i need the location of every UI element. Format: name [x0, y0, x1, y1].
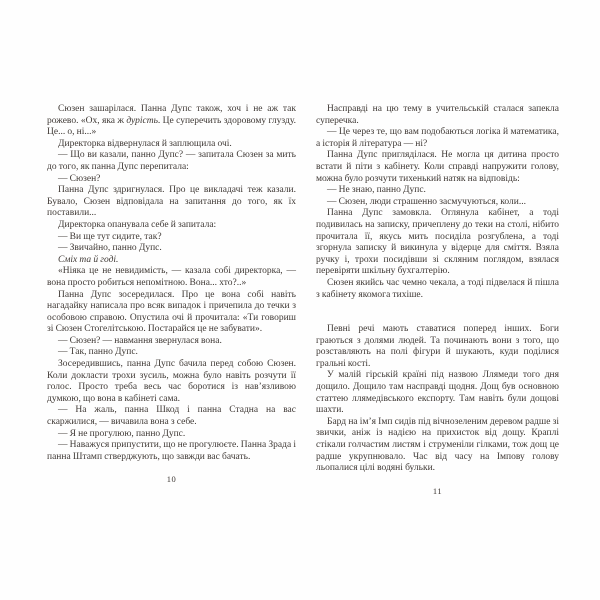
- paragraph: [316, 208, 559, 278]
- text-segment: — Звичайно, панно Дупс.: [58, 243, 162, 254]
- book-page-left: [47, 104, 296, 484]
- paragraph: [316, 150, 559, 185]
- text-segment: Сюзен якийсь час чемно чекала, а тоді підвелася й пішла з кабінету якомога тихіше.: [316, 277, 559, 300]
- paragraph: [316, 278, 559, 301]
- paragraph: [47, 150, 296, 173]
- text-segment: Зосередившись, панна Дупс бачила перед собою Сюзен. Коли докласти трохи зусиль, можна було навіть розчути її голос. Просто треба весь час боротися із нав’язливою думкою, що вона в кабінеті сама.: [47, 359, 296, 404]
- text-segment: — Я не прогулюю, панно Дупс.: [58, 428, 186, 439]
- text-segment: дурість: [126, 115, 158, 126]
- text-segment: — Сюзен? — навмання звернулася вона.: [58, 335, 222, 346]
- text-segment: Певні речі мають ставатися поперед інших. Боги граються з долями людей. Та починають вони з того, що розставляють на полі фігури й шукають, куди поділися гральні кості.: [316, 324, 559, 369]
- paragraph: [47, 104, 296, 139]
- paragraph: [47, 185, 296, 220]
- text-segment: Сюзен зашарілася. Панна Дупс також, хоч і не аж так рожево. «Ох, яка ж: [47, 104, 296, 126]
- text-segment: — На жаль, панна Шкод і панна Стадна на вас скаржилися, — вичавила вона з себе.: [47, 405, 296, 428]
- text-segment: «Ніяка це не невидимість, — казала собі директорка, — вона просто робиться непомітною. Вона... хто?..»: [47, 266, 296, 288]
- page-right-text: [316, 104, 559, 475]
- paragraph: [47, 220, 296, 232]
- text-segment: — Це через те, що вам подобаються логіка й математика, а історія й література — ні?: [316, 127, 559, 149]
- text-segment: — Не знаю, панно Дупс.: [327, 185, 426, 196]
- paragraph: [47, 336, 296, 348]
- paragraph: [316, 104, 559, 127]
- paragraph: [47, 243, 296, 255]
- text-segment: Насправді на цю тему в учительській сталася запекла суперечка.: [316, 104, 559, 126]
- text-segment: — Ви ще тут сидите, так?: [58, 231, 162, 242]
- paragraph: [47, 174, 296, 186]
- text-segment: Сміх та й годі.: [58, 254, 119, 265]
- page-right-number: 11: [432, 485, 443, 496]
- paragraph: [47, 232, 296, 244]
- paragraph: [316, 417, 559, 475]
- paragraph: [47, 440, 296, 463]
- text-segment: Бард на ім’я Імп сидів під вічнозеленим деревом радше зі звички, аніж із надією на прихисток від дощу. Краплі стікали голчастим листям і струменіли гілками, тож дощ це радше укрупнювало. Час від часу на Імпову голову льопалися цілі водяні бульки.: [316, 416, 559, 474]
- text-segment: — Що ви казали, панно Дупс? — запитала Сюзен за мить до того, як панна Дупс перепитала:: [47, 150, 296, 172]
- paragraph: [47, 290, 296, 336]
- paragraph: [316, 185, 559, 197]
- paragraph: [47, 255, 296, 267]
- paragraph: [316, 127, 559, 150]
- text-segment: Директорка опанувала себе й запитала:: [58, 219, 217, 230]
- paragraph: [47, 359, 296, 405]
- text-segment: Панна Дупс зосередилася. Про це вона собі навіть нагадайку написала про всяк випадок і причепила до течки з особовою справою. Опустила очі й прочитала: «Ти говориш зі Сюзен Стогелітською. Постарайся це не забувати».: [47, 289, 296, 335]
- page-left-text: [47, 104, 296, 463]
- paragraph: [316, 197, 559, 209]
- text-segment: — Сюзен, люди страшенно засмучуються, коли...: [327, 196, 527, 207]
- text-segment: Панна Дупс замовкла. Оглянула кабінет, а тоді подивилась на записку, причеплену до теки на столі, нібито прочитала її, якусь мить посиділа розгублена, а тоді згорнула записку й викинула у відерце для сміття. Взяла ручку і, трохи посидівши зі скляним поглядом, взялася перевіряти шкільну бухгалтерію.: [316, 208, 559, 277]
- text-segment: — Сюзен?: [58, 173, 101, 184]
- paragraph: [47, 266, 296, 289]
- paragraph: [47, 405, 296, 428]
- book-page-right: [316, 104, 559, 496]
- text-segment: Директорка відвернулася й заплющила очі.: [58, 138, 232, 149]
- paragraph: [316, 370, 559, 416]
- text-segment: Панна Дупс пригляділася. Не могла ця дитина просто встати й піти з кабінету. Коли справді напружити голову, можна було розчути тихенький натяк на відповідь:: [316, 150, 559, 184]
- paragraph: [47, 429, 296, 441]
- text-segment: Панна Дупс здригнулася. Про це викладачі теж казали. Бувало, Сюзен відповідала на запитання до того, як їх поставили...: [47, 185, 296, 219]
- text-segment: У малій гірській країні під назвою Ллямеди того дня дощило. Дощило там насправді щодня. Дощ був основною статтею ллямедівського експорту. Там навіть були дощові шахти.: [316, 370, 559, 416]
- paragraph: [47, 347, 296, 359]
- text-segment: — Так, панно Дупс.: [58, 347, 138, 358]
- text-segment: — Наважуся припустити, що не прогулюєте. Панна Зрада і панна Штамп стверджують, що завжди вас бачать.: [47, 440, 296, 462]
- paragraph: [316, 324, 559, 370]
- page-left-number: 10: [166, 474, 177, 485]
- text-segment: . Це суперечить здоровому глузду. Це... о, ні...»: [47, 115, 296, 138]
- paragraph: [47, 139, 296, 151]
